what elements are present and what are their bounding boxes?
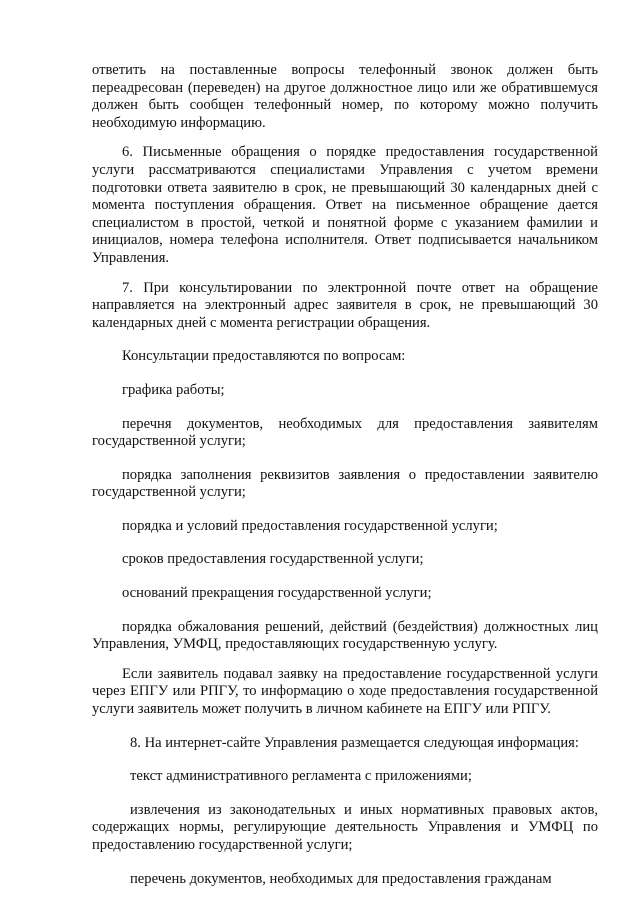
list-item-legal-extracts: извлечения из законодательных и иных нормативных правовых актов, содержащих нормы, регулирующие деятельность Управления и УМФЦ по предоставлению государственной услуги;: [92, 801, 598, 853]
list-item-terms: сроков предоставления государственной услуги;: [122, 551, 424, 568]
paragraph-8-website-info: 8. На интернет-сайте Управления размещается следующая информация:: [130, 734, 579, 751]
list-item-documents-list: перечень документов, необходимых для предоставления гражданам: [130, 870, 552, 887]
paragraph-portal-status: Если заявитель подавал заявку на предоставление государственной услуги через ЕПГУ или РПГУ, то информацию о ходе предоставления государственной услуги заявитель может получить в личном кабинете на ЕПГУ или РПГУ.: [92, 665, 598, 718]
list-item-schedule: графика работы;: [122, 381, 225, 398]
list-item-regulation-text: текст административного регламента с приложениями;: [130, 768, 472, 785]
list-item-procedure: порядка и условий предоставления государственной услуги;: [122, 517, 498, 534]
list-item-documents: перечня документов, необходимых для предоставления заявителям государственной услуги;: [92, 415, 598, 450]
paragraph-consultation-topics: Консультации предоставляются по вопросам:: [122, 348, 406, 365]
paragraph-7-email-consulting: 7. При консультировании по электронной почте ответ на обращение направляется на электронный адрес заявителя в срок, не превышающий 30 календарных дней с момента регистрации обращения.: [92, 279, 598, 331]
list-item-termination: оснований прекращения государственной услуги;: [122, 585, 432, 602]
list-item-appeals: порядка обжалования решений, действий (бездействия) должностных лиц Управления, УМФЦ, предоставляющих государственную услугу.: [92, 618, 598, 653]
list-item-application-details: порядка заполнения реквизитов заявления о предоставлении заявителю государственной услуги;: [92, 466, 598, 501]
paragraph-6-written-requests: 6. Письменные обращения о порядке предоставления государственной услуги рассматриваются специалистами Управления с учетом времени подготовки ответа заявителю в срок, не превышающий 30 календарных дней с момента поступления обращения. Ответ на письменное обращение дается специалистом в простой, четкой и понятной форме с указанием фамилии и инициалов, номера телефона исполнителя. Ответ подписывается начальником Управления.: [92, 144, 598, 266]
paragraph-continuation: ответить на поставленные вопросы телефонный звонок должен быть переадресован (переведен) на другое должностное лицо или же обратившемуся должен быть сообщен телефонный номер, по которому можно получить необходимую информацию.: [92, 62, 598, 131]
